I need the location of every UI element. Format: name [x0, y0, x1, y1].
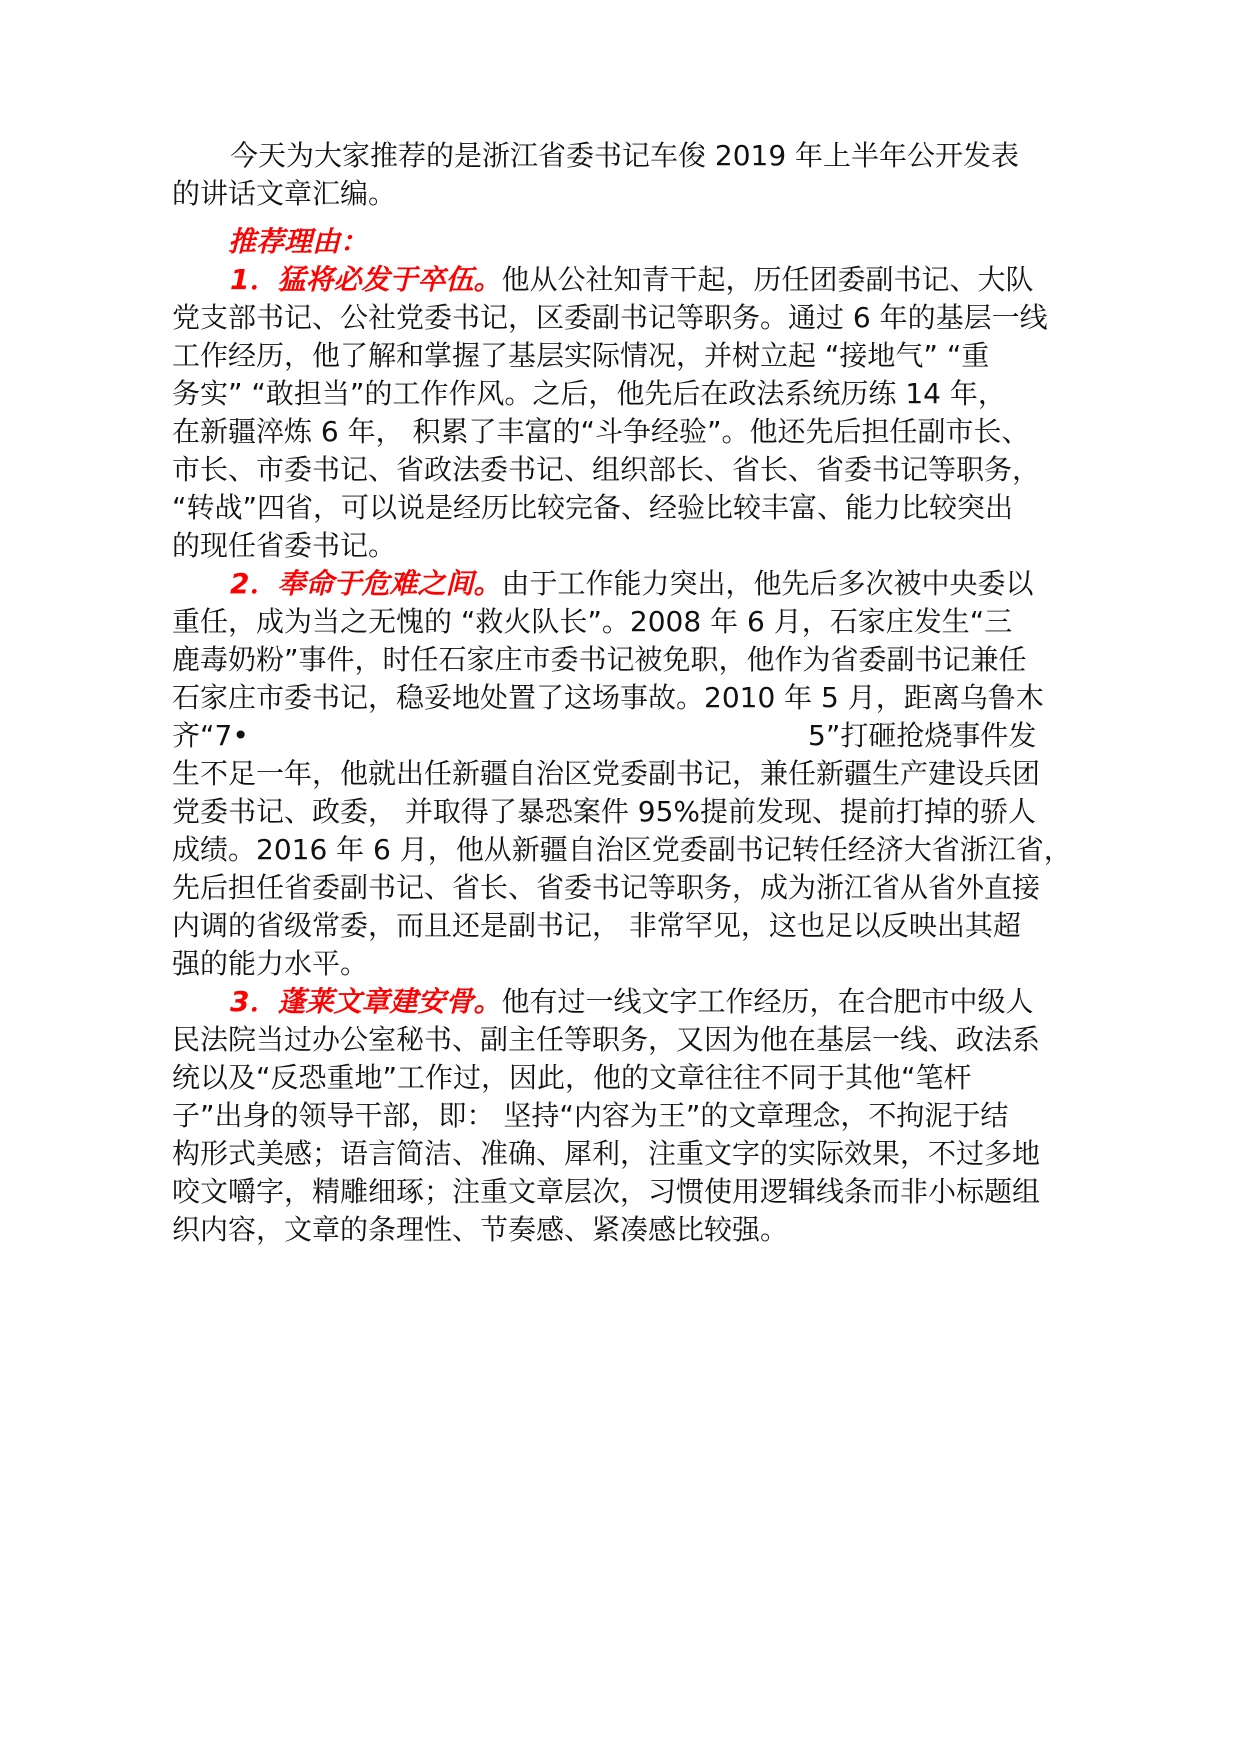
p2-first-line — [230, 564, 1034, 604]
p1-line: 市长、市委书记、省政法委书记、组织部长、省长、省委书记等职务， — [172, 453, 1041, 486]
p2-line: 5”打砸抢烧事件发 — [808, 719, 1037, 752]
p2-line: 生不足一年，他就出任新疆自治区党委副书记，兼任新疆生产建设兵团 — [172, 757, 1041, 790]
p2-line: 先后担任省委副书记、省长、省委书记等职务，成为浙江省从省外直接 — [172, 871, 1041, 904]
intro-line-1: 今天为大家推荐的是浙江省委书记车俊 2019 年上半年公开发表 — [230, 139, 1020, 172]
p1-line: 的现任省委书记。 — [172, 529, 397, 562]
p1-line: 工作经历，他了解和掌握了基层实际情况，并树立起 “接地气” “重 — [172, 339, 990, 372]
p2-line: 党委书记、政委， 并取得了暴恐案件 95%提前发现、提前打掉的骄人 — [172, 795, 1037, 828]
intro-line-2: 的讲话文章汇编。 — [172, 177, 397, 210]
p2-line: 强的能力水平。 — [172, 947, 369, 980]
reason-heading: 推荐理由： — [228, 225, 369, 258]
p3-first-line — [230, 982, 1034, 1022]
p1-line: 党支部书记、公社党委书记，区委副书记等职务。通过 6 年的基层一线 — [172, 301, 1048, 334]
p3-line: 民法院当过办公室秘书、副主任等职务，又因为他在基层一线、政法系 — [172, 1023, 1041, 1056]
p1-line: “转战”四省，可以说是经历比较完备、经验比较丰富、能力比较突出 — [172, 491, 1014, 524]
p3-line: 织内容，文章的条理性、节奏感、紧凑感比较强。 — [172, 1213, 789, 1246]
p3-line: 他有过一线文字工作经历，在合肥市中级人 — [501, 985, 1034, 1018]
p2-line: 由于工作能力突出，他先后多次被中央委以 — [501, 567, 1034, 600]
p2-heading: 2．奉命于危难之间。 — [230, 567, 502, 600]
p1-line: 务实” “敢担当”的工作作风。之后，他先后在政法系统历练 14 年， — [172, 377, 1006, 410]
p2-line: 成绩。2016 年 6 月，他从新疆自治区党委副书记转任经济大省浙江省， — [172, 833, 1072, 866]
p1-line: 他从公社知青干起，历任团委副书记、大队 — [501, 263, 1034, 296]
p2-line: 重任，成为当之无愧的 “救火队长”。2008 年 6 月，石家庄发生“三 — [172, 605, 1013, 638]
p2-line: 齐“7• — [172, 719, 249, 752]
p2-line: 内调的省级常委，而且还是副书记， 非常罕见，这也足以反映出其超 — [172, 909, 1021, 942]
p2-line: 鹿毒奶粉”事件，时任石家庄市委书记被免职，他作为省委副书记兼任 — [172, 643, 1027, 676]
p3-line: 统以及“反恐重地”工作过，因此，他的文章往往不同于其他“笔杆 — [172, 1061, 972, 1094]
p1-line: 在新疆淬炼 6 年， 积累了丰富的“斗争经验”。他还先后担任副市长、 — [172, 415, 1030, 448]
p3-line: 子”出身的领导干部，即： 坚持“内容为王”的文章理念，不拘泥于结 — [172, 1099, 1009, 1132]
p1-first-line — [230, 260, 1034, 300]
p3-heading: 3．蓬莱文章建安骨。 — [230, 985, 502, 1018]
p2-line: 石家庄市委书记，稳妥地处置了这场事故。2010 年 5 月，距离乌鲁木 — [172, 681, 1044, 714]
p3-line: 咬文嚼字，精雕细琢；注重文章层次，习惯使用逻辑线条而非小标题组 — [172, 1175, 1041, 1208]
p1-heading: 1．猛将必发于卒伍。 — [230, 263, 502, 296]
p3-line: 构形式美感；语言简洁、准确、犀利，注重文字的实际效果，不过多地 — [172, 1137, 1041, 1170]
